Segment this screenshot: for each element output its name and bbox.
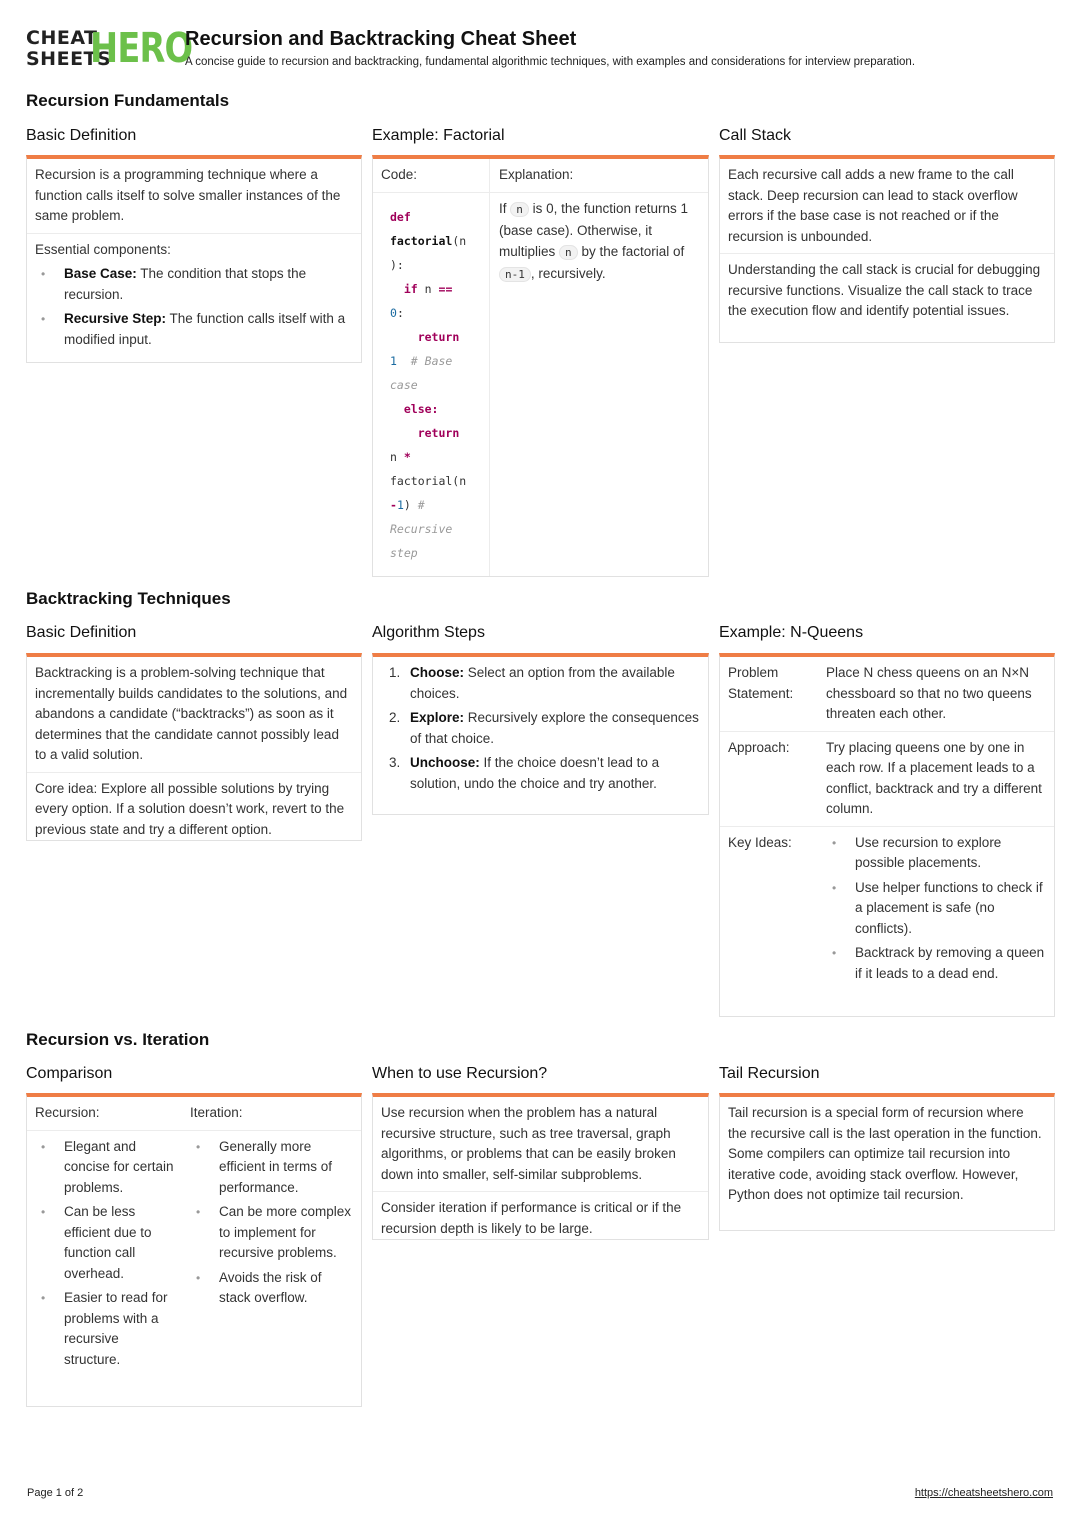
- list-item: • Use helper functions to check if a placement is safe (no conflicts).: [826, 878, 1046, 940]
- card-n-queens: [719, 653, 1055, 1017]
- page-subtitle: A concise guide to recursion and backtracking, fundamental algorithmic techniques, with examples and considerations for interview preparation.: [185, 56, 916, 68]
- list-item: • Elegant and concise for certain problems.: [35, 1137, 174, 1199]
- page-title: Recursion and Backtracking Cheat Sheet: [185, 28, 577, 50]
- section-title-fundamentals: Recursion Fundamentals: [26, 91, 230, 110]
- explanation-column: [490, 159, 708, 576]
- card-title-algorithm-steps: Algorithm Steps: [372, 624, 485, 641]
- section-title-backtracking: Backtracking Techniques: [26, 589, 231, 608]
- list-item: • Avoids the risk of stack overflow.: [190, 1268, 353, 1309]
- card-title-tail-recursion: Tail Recursion: [719, 1065, 820, 1082]
- explanation-label: Explanation:: [490, 159, 708, 193]
- card-title-factorial: Example: Factorial: [372, 127, 505, 144]
- site-link[interactable]: https://cheatsheetshero.com: [914, 1487, 1053, 1499]
- card-row: Approach: Try placing queens one by one in each row. If a placement leads to a conflict, backtrack and try a different column.: [720, 732, 1054, 827]
- card-row: Tail recursion is a special form of recursion where the recursive call is the last operation in the function. Some compilers can optimize tail recursion into iterative code, avoiding stack overflow. However, Python does not optimize tail recursion.: [728, 1105, 1042, 1202]
- list-item: 2. Explore: Recursively explore the consequences of that choice.: [389, 710, 699, 746]
- card-bt-basic-definition: [26, 653, 362, 841]
- list-item: • Backtrack by removing a queen if it leads to a dead end.: [826, 943, 1046, 984]
- card-row: Problem Statement: Place N chess queens on an N×N chessboard so that no two queens threaten each other.: [720, 657, 1054, 732]
- card-title-basic-definition: Basic Definition: [26, 127, 137, 144]
- card-row: Core idea: Explore all possible solutions by trying every option. If a solution doesn’t work, revert to the previous state and try a different option.: [35, 780, 345, 837]
- list-item: • Can be more complex to implement for recursive problems.: [190, 1202, 353, 1264]
- card-factorial: [372, 155, 709, 577]
- components-list: [35, 264, 353, 350]
- card-algorithm-steps: [372, 653, 709, 815]
- card-basic-definition: [26, 155, 362, 363]
- steps-list: [381, 663, 700, 794]
- card-title-call-stack: Call Stack: [719, 127, 792, 144]
- card-when-to-use: [372, 1093, 709, 1240]
- list-item: • Easier to read for problems with a recursive structure.: [35, 1288, 174, 1370]
- page-number: Page 1 of 2: [27, 1487, 84, 1499]
- card-row: Consider iteration if performance is critical or if the recursion depth is likely to be large.: [381, 1200, 682, 1236]
- page-header: [26, 24, 1056, 72]
- card-row: Key Ideas: • Use recursion to explore possible placements. • Use helper functions to check if a placement is safe (no conflicts). • Backtrack by removing a queen if it leads to a dead end.: [720, 827, 1054, 991]
- card-row: Recursion is a programming technique where a function calls itself to solve smaller instances of the same problem.: [27, 159, 361, 234]
- card-title-n-queens: Example: N-Queens: [719, 624, 864, 641]
- list-item: 3. Unchoose: If the choice doesn’t lead to a solution, undo the choice and try another.: [389, 755, 660, 791]
- card-call-stack: [719, 155, 1055, 343]
- card-title-comparison: Comparison: [26, 1065, 113, 1082]
- list-item: • Recursive Step: The function calls itself with a modified input.: [35, 309, 353, 350]
- card-comparison: [26, 1093, 362, 1407]
- card-row: Each recursive call adds a new frame to the call stack. Deep recursion can lead to stack overflow errors if the base case is not reached or if the recursion is unbounded.: [720, 159, 1054, 254]
- card-row: Essential components: • Base Case: The condition that stops the recursion. • Recursive Step: The function calls itself with a modified input.: [27, 234, 361, 357]
- card-row: Use recursion when the problem has a natural recursive structure, such as tree traversal, graph algorithms, or problems that can be easily broken down into smaller, self-similar subproblems.: [373, 1097, 708, 1192]
- card-title-when-to-use: When to use Recursion?: [372, 1065, 548, 1082]
- card-row: Understanding the call stack is crucial for debugging recursive functions. Visualize the call stack to trace the execution flow and identify potential issues.: [728, 262, 1041, 318]
- card-title-bt-basic-definition: Basic Definition: [26, 624, 137, 641]
- iteration-list: [190, 1137, 353, 1309]
- cheatsheetshero-logo[interactable]: [26, 24, 193, 72]
- list-item: 1. Choose: Select an option from the available choices.: [389, 665, 675, 701]
- code-label: Code:: [373, 159, 489, 193]
- card-row: Backtracking is a problem-solving technique that incrementally builds candidates to the solutions, and abandons a candidate (“backtracks”) as soon as it determines that the candidate cannot possibly lead to a valid solution.: [27, 657, 361, 773]
- section-title-recursion-vs-iteration: Recursion vs. Iteration: [26, 1030, 210, 1049]
- comparison-header: Recursion: Iteration:: [27, 1097, 361, 1131]
- factorial-code-block: def factorial(n ): if n == 0: return 1 # Base case else: return n * factorial(n -1) # Recursive step: [390, 209, 467, 560]
- logo-text: CHEAT SHEETS: [26, 27, 112, 70]
- logo-hero-text: HERO: [90, 24, 193, 72]
- recursion-list: [35, 1137, 174, 1371]
- factorial-explanation: If n is 0, the function returns 1 (base case). Otherwise, it multiplies n by the factorial of n-1 , recursively.: [499, 200, 689, 281]
- card-row: [373, 657, 708, 804]
- list-item: • Use recursion to explore possible placements.: [826, 833, 1046, 874]
- code-column: [373, 159, 490, 576]
- key-ideas-list: [826, 829, 1046, 985]
- list-item: • Base Case: The condition that stops the recursion.: [35, 264, 353, 305]
- card-tail-recursion: [719, 1093, 1055, 1231]
- list-item: • Generally more efficient in terms of performance.: [190, 1137, 353, 1199]
- comparison-body: [27, 1131, 361, 1373]
- list-item: • Can be less efficient due to function call overhead.: [35, 1202, 174, 1284]
